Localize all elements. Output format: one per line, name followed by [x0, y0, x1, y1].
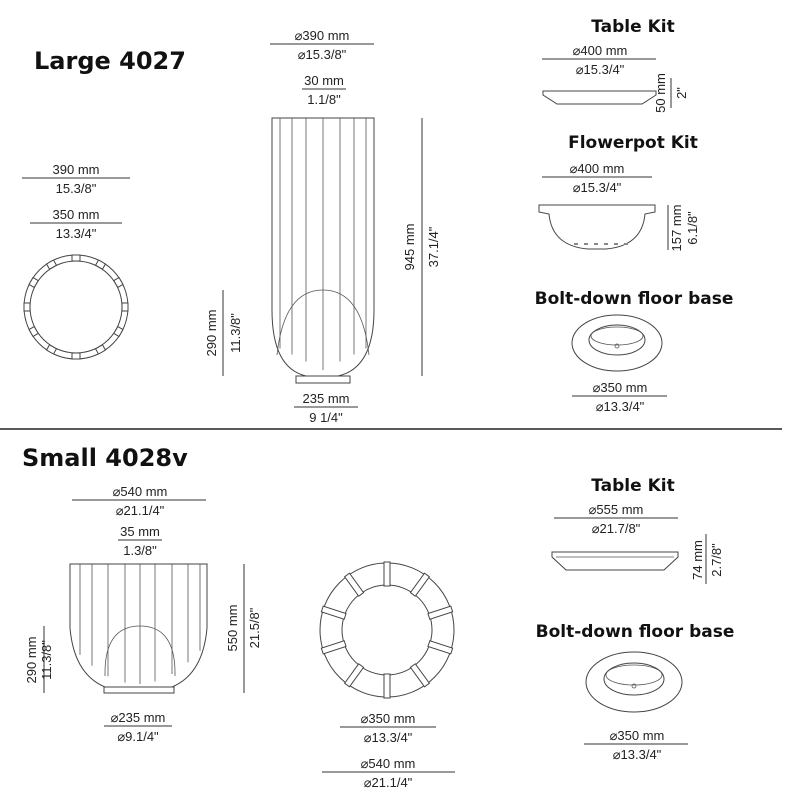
large-side-view	[204, 28, 441, 425]
large-ring-inner	[30, 261, 122, 353]
large-height-mm: 945 mm	[402, 223, 417, 271]
flowerpot-kit-h-in: 6.1/8"	[685, 211, 700, 245]
large-globe-h-in: 11.3/8"	[228, 313, 243, 353]
small-rod-mm: 35 mm	[120, 524, 160, 539]
ring-rod-block	[24, 303, 30, 311]
small-basket-base	[104, 687, 174, 693]
small-base-in: ⌀9.1/4"	[117, 729, 159, 744]
ring-rod-block	[122, 303, 128, 311]
small-top-inner-in: ⌀13.3/4"	[363, 730, 413, 745]
large-base-in: 9 1/4"	[309, 410, 343, 425]
small-floor-base-title: Bolt-down floor base	[535, 622, 735, 642]
large-table-kit-title: Table Kit	[591, 17, 675, 37]
large-floor-base-dia-in: ⌀13.3/4"	[595, 399, 645, 414]
large-rod-mm: 30 mm	[304, 73, 344, 88]
small-floor-base	[536, 622, 735, 762]
small-globe-h-mm: 290 mm	[24, 636, 39, 684]
small-base-mm: ⌀235 mm	[110, 710, 166, 725]
large-floor-base-title: Bolt-down floor base	[534, 289, 734, 309]
large-base-mm: 235 mm	[302, 391, 350, 406]
flowerpot-kit-h-mm: 157 mm	[669, 204, 684, 252]
small-top-dia-in: ⌀21.1/4"	[115, 503, 165, 518]
large-floor-base	[535, 289, 734, 414]
drain-hole	[624, 243, 628, 245]
large-top-inner-in: 13.3/4"	[55, 226, 97, 241]
small-height-in: 21.5/8"	[247, 607, 262, 649]
large-height-in: 37.1/4"	[426, 226, 441, 268]
large-top-dia-in: ⌀15.3/8"	[297, 47, 347, 62]
small-basket-body	[70, 564, 207, 687]
flowerpot-kit-dia-in: ⌀15.3/4"	[572, 180, 622, 195]
small-base-socket	[604, 663, 664, 695]
small-globe-h-in: 11.3/8"	[39, 640, 54, 680]
large-top-outer-mm: 390 mm	[52, 162, 100, 177]
large-table-kit-dia-mm: ⌀400 mm	[572, 43, 628, 58]
flowerpot-kit-title: Flowerpot Kit	[568, 133, 698, 153]
flowerpot-bowl	[539, 205, 655, 249]
small-table-kit-tray	[552, 552, 678, 570]
large-rod-in: 1.1/8"	[307, 92, 341, 107]
large-globe-h-mm: 290 mm	[204, 309, 219, 357]
small-side-view	[24, 484, 262, 744]
large-base-socket	[589, 325, 645, 355]
small-table-kit-h-mm: 74 mm	[690, 540, 705, 580]
large-table-kit-dia-in: ⌀15.3/4"	[575, 62, 625, 77]
small-table-kit-h-in: 2.7/8"	[709, 543, 724, 577]
large-floor-base-dia-mm: ⌀350 mm	[592, 380, 648, 395]
small-height-mm: 550 mm	[225, 604, 240, 652]
small-floor-base-dia-in: ⌀13.3/4"	[612, 747, 662, 762]
small-ring-inner	[342, 585, 432, 675]
large-top-dia-mm: ⌀390 mm	[294, 28, 350, 43]
drain-hole	[614, 243, 618, 245]
drain-hole	[574, 243, 578, 245]
flowerpot-kit	[539, 133, 700, 251]
large-lantern-base	[296, 376, 350, 383]
ring-rod-block	[384, 562, 390, 586]
large-table-kit-tray	[543, 91, 656, 104]
large-top-inner-mm: 350 mm	[52, 207, 100, 222]
ring-rod-block	[384, 674, 390, 698]
small-rod-in: 1.3/8"	[123, 543, 157, 558]
large-table-kit	[542, 17, 689, 113]
ring-rod-block	[72, 255, 80, 261]
small-top-outer-mm: ⌀540 mm	[360, 756, 416, 771]
drain-hole	[594, 243, 598, 245]
large-table-kit-h-in: 2"	[674, 87, 689, 99]
large-top-outer-in: 15.3/8"	[55, 181, 97, 196]
small-top-view	[320, 562, 455, 790]
small-top-outer-in: ⌀21.1/4"	[363, 775, 413, 790]
small-table-kit-title: Table Kit	[591, 476, 675, 496]
ring-rod-block	[72, 353, 80, 359]
large-title: Large 4027	[34, 47, 186, 75]
drain-hole	[604, 243, 608, 245]
large-top-view	[22, 162, 130, 359]
small-top-dia-mm: ⌀540 mm	[112, 484, 168, 499]
large-table-kit-h-mm: 50 mm	[653, 73, 668, 113]
small-table-kit-dia-mm: ⌀555 mm	[588, 502, 644, 517]
drain-hole	[584, 243, 588, 245]
flowerpot-kit-dia-mm: ⌀400 mm	[569, 161, 625, 176]
small-table-kit	[552, 476, 724, 584]
small-top-inner-mm: ⌀350 mm	[360, 711, 416, 726]
small-table-kit-dia-in: ⌀21.7/8"	[591, 521, 641, 536]
small-title: Small 4028v	[22, 444, 188, 472]
small-floor-base-dia-mm: ⌀350 mm	[609, 728, 665, 743]
